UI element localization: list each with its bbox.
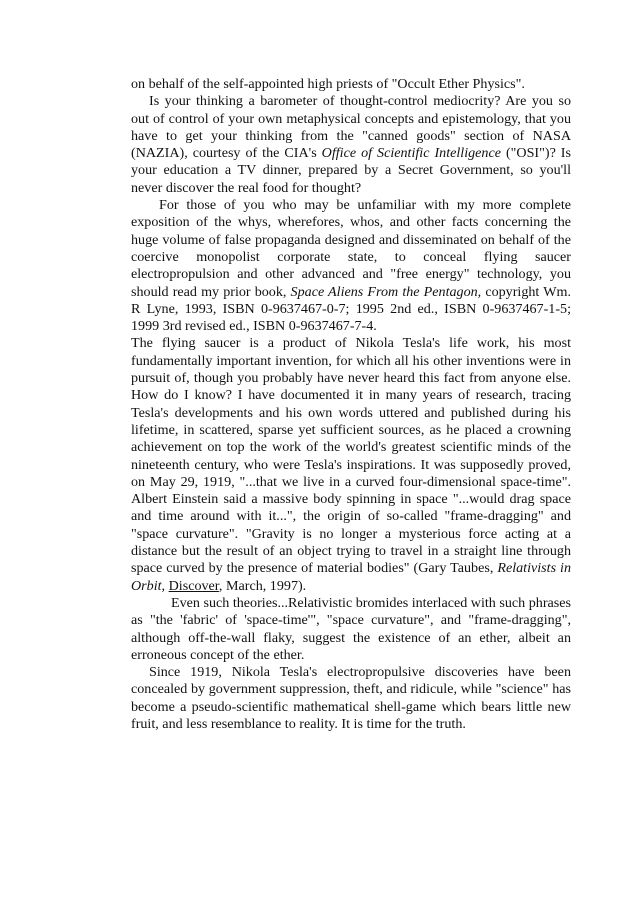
paragraph-4-text-a: The flying saucer is a product of Nikola Tesla's life work, his most fundamentally important invention, for which all his other inventions were in pursuit of, though you probably have never heard this fact from anyone else. How do I know? I have documented it in many years of research, tracing Tesla's developments and his own words uttered and published during his lifetime, in scattered, sparse yet sufficient sources, as he placed a crowning achievement on top the work of the world's greatest scientific minds of the nineteenth century, who were Tesla's inspirations. It was supposedly proved, on May 29, 1919, "...that we live in a curved four-dimensional space-time". Albert Einstein said a massive body spinning in space "...would drag space and time around with it...", the origin of so-called "frame-dragging" and "space curvature". "Gravity is no longer a mysterious force acting at a distance but the result of an object trying to travel in a straight line through space curved by the presence of material bodies" (Gary Taubes, bbox=[131, 335, 571, 577]
paragraph-3-text-b: copyright Wm. R Lyne, 1993, ISBN 0-9637467-0-7; 1995 2nd ed., ISBN 0-9637467-1-5; 1999 3rd revised ed., ISBN 0-9637467-7-4. bbox=[131, 283, 571, 335]
paragraph-4-text-b: , March, 1997). bbox=[218, 577, 307, 594]
paragraph-3 bbox=[131, 197, 571, 335]
paragraph-6-text: Since 1919, Nikola Tesla's electropropulsive discoveries have been concealed by government suppression, theft, and ridicule, while "science" has become a pseudo-scientific mathematical shell-game which bears little new fruit, and less resemblance to reality. It is time for the truth. bbox=[131, 664, 571, 732]
paragraph-4-article-title: Relativists in Orbit, bbox=[131, 560, 571, 594]
paragraph-3-book-title: Space Aliens From the Pentagon, bbox=[290, 283, 482, 300]
paragraph-3-text-a: For those of you who may be unfamiliar with my more complete exposition of the whys, wherefores, whos, and other facts concerning the huge volume of false propaganda designed and disseminated on behalf of the coercive monopolist corporate state, to conceal flying saucer electropropulsion and other advanced and "free energy" technology, you should read my prior book, bbox=[131, 197, 571, 300]
paragraph-2-text-b: ("OSI")? Is your education a TV dinner, prepared by a Secret Government, so you'll never discover the real food for thought? bbox=[131, 145, 571, 196]
paragraph-2-italic: Office of Scientific Intelligence bbox=[321, 145, 501, 162]
paragraph-1 bbox=[131, 76, 571, 93]
paragraph-4 bbox=[131, 335, 571, 594]
paragraph-6 bbox=[131, 664, 571, 733]
paragraph-5 bbox=[131, 595, 571, 664]
paragraph-2 bbox=[131, 93, 571, 197]
paragraph-4-magazine: Discover bbox=[168, 577, 219, 594]
paragraph-5-text: Even such theories...Relativistic bromides interlaced with such phrases as "the 'fabric' of 'space-time'", "space curvature", and "frame-dragging", although off-the-wall flaky, suggest the existence of an ether, albeit an erroneous concept of the ether. bbox=[131, 594, 571, 663]
paragraph-1-text: on behalf of the self-appointed high priests of "Occult Ether Physics". bbox=[131, 76, 525, 92]
paragraph-2-text-a: Is your thinking a barometer of thought-control mediocrity? Are you so out of control of your own metaphysical concepts and epistemology, that you have to get your thinking from the "canned goods" section of NASA (NAZIA), courtesy of the CIA's bbox=[131, 93, 571, 162]
document-page bbox=[131, 76, 571, 733]
